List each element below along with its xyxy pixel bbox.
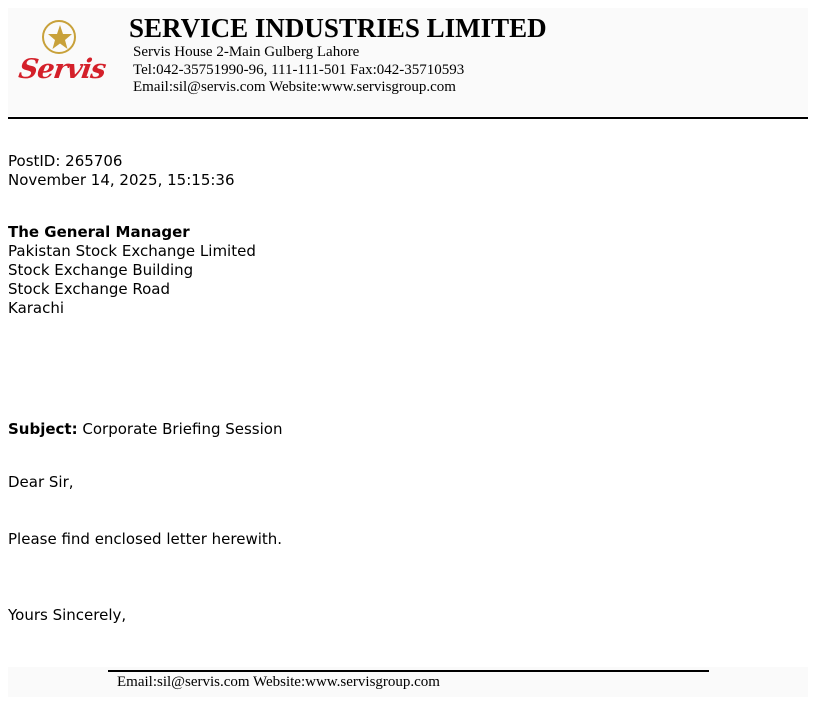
star-emblem-icon — [42, 20, 76, 54]
company-name: SERVICE INDUSTRIES LIMITED — [129, 13, 547, 43]
company-address: Servis House 2-Main Gulberg Lahore — [133, 44, 360, 60]
recipient-line: Stock Exchange Building — [8, 261, 194, 279]
letter-body: Please find enclosed letter herewith. — [8, 530, 283, 548]
subject-text: Corporate Briefing Session — [82, 420, 283, 438]
subject-label: Subject: — [8, 420, 78, 438]
closing: Yours Sincerely, — [8, 606, 127, 624]
recipient-title: The General Manager — [8, 223, 190, 241]
company-phone-fax: Tel:042-35751990-96, 111-111-501 Fax:042-35710593 — [133, 62, 465, 78]
letterhead — [8, 8, 808, 116]
post-id: PostID: 265706 — [8, 152, 123, 170]
recipient-line: Karachi — [8, 299, 65, 317]
servis-logo — [14, 18, 110, 98]
footer-divider — [108, 670, 709, 672]
subject-line — [8, 420, 282, 438]
post-datetime: November 14, 2025, 15:15:36 — [8, 171, 235, 189]
logo-wordmark: Servis — [16, 54, 108, 85]
header-divider — [8, 117, 808, 119]
footer — [8, 667, 808, 697]
recipient-line: Pakistan Stock Exchange Limited — [8, 242, 256, 260]
recipient-line: Stock Exchange Road — [8, 280, 170, 298]
footer-email-website: Email:sil@servis.com Website:www.servisgroup.com — [117, 674, 440, 690]
company-email-website: Email:sil@servis.com Website:www.servisgroup.com — [133, 79, 456, 95]
salutation: Dear Sir, — [8, 473, 74, 491]
